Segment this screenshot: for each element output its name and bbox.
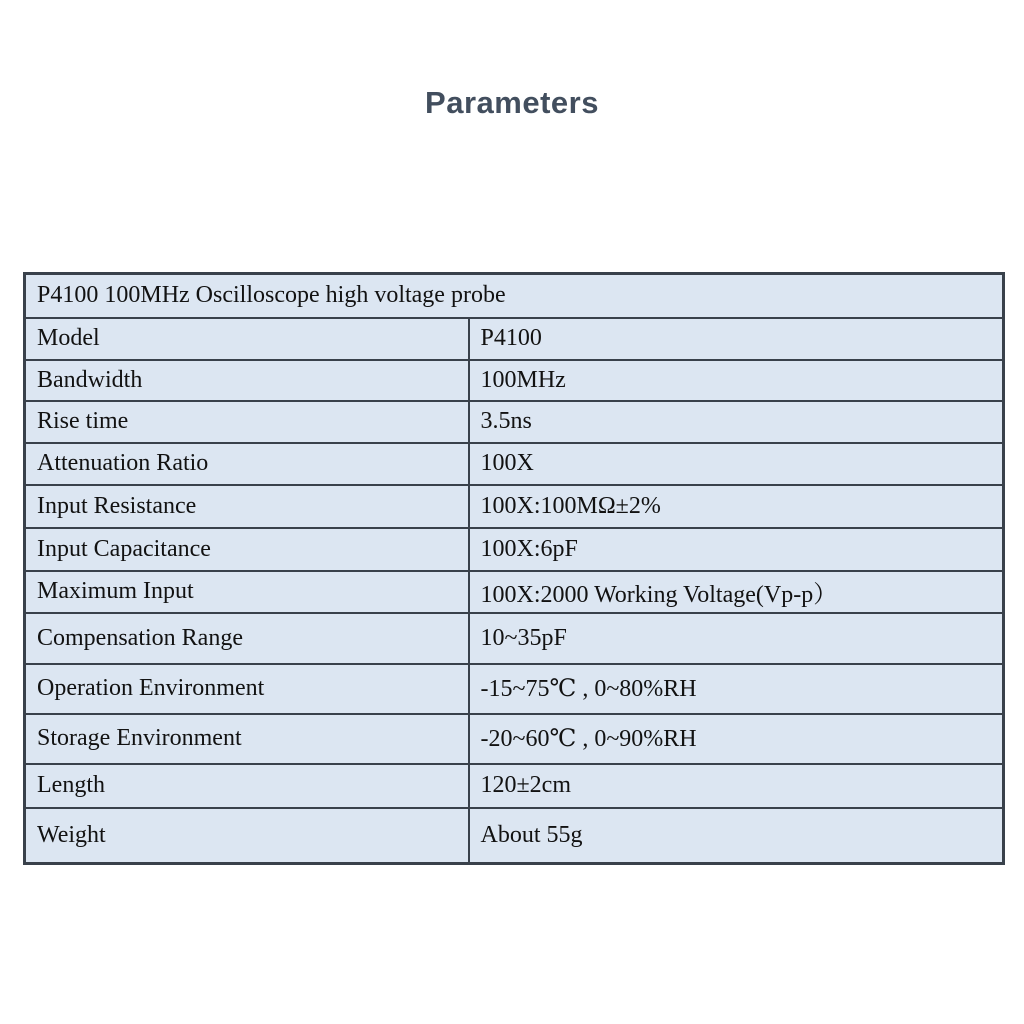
spec-value: P4100 bbox=[469, 318, 1004, 360]
table-row bbox=[25, 613, 1004, 664]
spec-label: Storage Environment bbox=[25, 714, 469, 764]
table-header-cell: P4100 100MHz Oscilloscope high voltage probe bbox=[25, 274, 1004, 318]
spec-value: 100X:2000 Working Voltage(Vp-p） bbox=[469, 571, 1004, 613]
spec-value: 3.5ns bbox=[469, 401, 1004, 443]
spec-label: Input Resistance bbox=[25, 485, 469, 528]
spec-label: Operation Environment bbox=[25, 664, 469, 714]
spec-label: Rise time bbox=[25, 401, 469, 443]
table-row bbox=[25, 664, 1004, 714]
spec-value: 100MHz bbox=[469, 360, 1004, 401]
spec-label: Compensation Range bbox=[25, 613, 469, 664]
table-header-row bbox=[25, 274, 1004, 318]
spec-value: -15~75℃ , 0~80%RH bbox=[469, 664, 1004, 714]
table-row bbox=[25, 360, 1004, 401]
spec-label: Length bbox=[25, 764, 469, 808]
spec-value: 120±2cm bbox=[469, 764, 1004, 808]
spec-value: 100X bbox=[469, 443, 1004, 485]
table-row bbox=[25, 764, 1004, 808]
spec-value: About 55g bbox=[469, 808, 1004, 864]
table-row bbox=[25, 318, 1004, 360]
spec-value: 100X:100MΩ±2% bbox=[469, 485, 1004, 528]
spec-table bbox=[23, 272, 1005, 865]
spec-value: 100X:6pF bbox=[469, 528, 1004, 571]
table-row bbox=[25, 714, 1004, 764]
spec-label: Weight bbox=[25, 808, 469, 864]
spec-table-body bbox=[25, 274, 1004, 864]
spec-label: Attenuation Ratio bbox=[25, 443, 469, 485]
table-row bbox=[25, 808, 1004, 864]
table-row bbox=[25, 571, 1004, 613]
spec-label: Input Capacitance bbox=[25, 528, 469, 571]
spec-value: 10~35pF bbox=[469, 613, 1004, 664]
table-row bbox=[25, 401, 1004, 443]
spec-label: Model bbox=[25, 318, 469, 360]
table-row bbox=[25, 528, 1004, 571]
spec-label: Bandwidth bbox=[25, 360, 469, 401]
page-title: Parameters bbox=[425, 85, 599, 120]
table-row bbox=[25, 443, 1004, 485]
table-row bbox=[25, 485, 1004, 528]
spec-label: Maximum Input bbox=[25, 571, 469, 613]
spec-value: -20~60℃ , 0~90%RH bbox=[469, 714, 1004, 764]
